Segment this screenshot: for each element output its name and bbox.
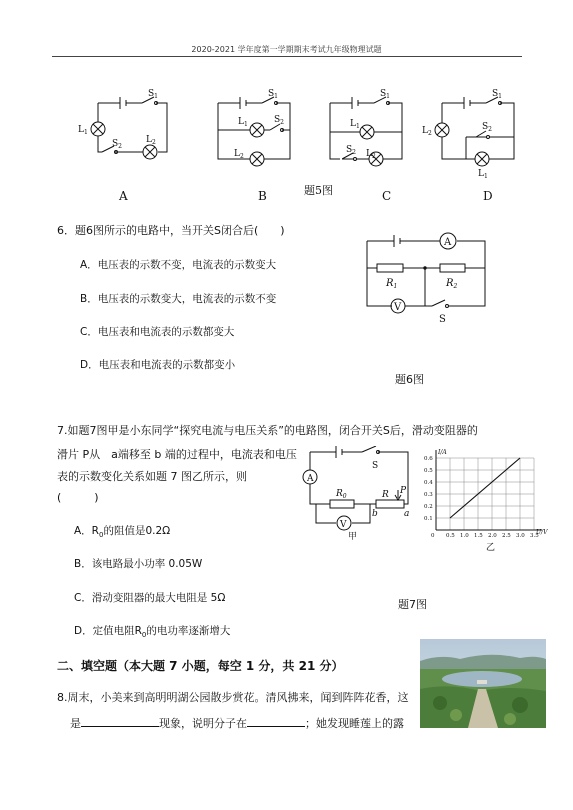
q5-caption: 题5图 [304,184,333,197]
x-tick-label: 2.5 [502,533,511,539]
svg-text:S1: $S_1$ [380,89,390,100]
y-tick-label: 0.4 [424,480,433,486]
q6-caption: 题6图 [395,373,424,386]
svg-text:L1: $L_1$ [78,125,88,136]
x-tick-label: 0.5 [446,533,455,539]
q6-option-d: D．电压表和电流表的示数都变小 [80,359,236,371]
q7-graph-yi [424,448,552,554]
q7-option-d: D．定值电阻$R_0$的电功率逐渐增大 [74,625,231,640]
svg-text:A: A [307,474,314,484]
svg-text:0: 0 [431,533,435,539]
svg-text:S1: $S_1$ [268,89,278,100]
svg-text:S: S [372,461,379,471]
q7-stem-line3: 表的示数变化关系如题 7 图乙所示，则 [57,470,247,483]
svg-text:b: b [372,509,378,519]
q7-circuit-jia [296,446,420,540]
q6-circuit [360,230,495,322]
svg-text:L2: $L_2$ [234,149,244,160]
option-label-c: C [382,189,392,203]
q7-iu-line [450,458,520,518]
section2-title: 二、填空题（本大题 7 小题，每空 1 分，共 21 分） [57,659,344,673]
svg-text:V: V [394,302,402,313]
blank-1 [81,716,159,727]
q6-option-a: A．电压表的示数不变，电流表的示数变大 [80,259,277,271]
svg-text:P: P [400,486,407,496]
q7-option-b: B．该电路最小功率 0.05W [74,558,203,570]
y-tick-label: 0.3 [424,492,433,498]
q7-option-c: C．滑动变阻器的最大电阻是 5Ω [74,592,226,604]
svg-text:S: S [439,314,446,322]
q6-option-b: B．电压表的示数变大，电流表的示数不变 [80,293,277,305]
blank-2 [247,716,305,727]
svg-text:U/V: U/V [536,529,548,536]
q8-line2: 是 现象，说明分子在 ；她发现睡莲上的露 [70,717,404,730]
svg-text:a: a [404,509,410,519]
x-tick-label: 3.0 [516,533,525,539]
option-label-d: D [483,189,493,203]
q7-option-a: A．$R_0$的阻值是0.2Ω [74,525,171,540]
svg-text:L1: $L_1$ [238,117,248,128]
svg-text:R1: $R_1$ [386,278,398,290]
y-tick-label: 0.1 [424,516,433,522]
svg-text:R2: $R_2$ [446,278,458,290]
x-tick-label: 1.5 [474,533,483,539]
q6-stem: 6．题6图所示的电路中，当开关S闭合后( ) [57,224,285,237]
svg-text:R: R [382,490,389,500]
svg-text:L2: $L_2$ [146,135,156,146]
x-tick-label: 3.5 [530,533,539,539]
svg-text:R0: $R_0$ [336,489,347,500]
q7-stem-line4: ( ) [57,491,99,504]
park-photo [420,639,546,728]
y-tick-label: 0.2 [424,504,433,510]
svg-text:乙: 乙 [486,543,496,553]
svg-text:S1: $S_1$ [492,89,502,100]
q7-caption: 题7图 [398,598,427,611]
svg-text:V: V [340,520,347,530]
option-label-b: B [258,189,267,203]
svg-text:S2: $S_2$ [274,115,284,126]
option-label-a: A [119,189,128,203]
svg-text:S1: $S_1$ [148,89,158,100]
q6-option-c: C．电压表和电流表的示数都变大 [80,326,235,338]
q7-stem-line2: 滑片 P从 a端移至 b 端的过程中，电流表和电压 [57,448,297,461]
svg-text:I/A: I/A [438,449,447,456]
svg-text:L1: $L_1$ [478,169,488,180]
circuit-d [435,97,514,166]
x-tick-label: 2.0 [488,533,497,539]
svg-text:甲: 甲 [348,532,358,540]
svg-text:S2: $S_2$ [112,139,122,150]
x-tick-label: 1.0 [460,533,469,539]
y-tick-label: 0.5 [424,468,433,474]
svg-text:L2: $L_2$ [366,149,376,160]
q5-circuit-diagrams [70,82,530,207]
svg-text:S2: $S_2$ [346,145,356,156]
svg-text:S2: $S_2$ [482,122,492,133]
svg-text:L2: $L_2$ [422,126,432,137]
q8-line1: 8.周末，小美来到高明明湖公园散步赏花。清风拂来，闻到阵阵花香，这 [57,691,409,704]
q7-stem-line1: 7.如题7图甲是小东同学“探究电流与电压关系”的电路图，闭合开关S后，滑动变阻器的 [57,424,478,437]
y-tick-label: 0.6 [424,456,433,462]
circuit-a [91,97,167,159]
svg-text:L1: $L_1$ [350,119,360,130]
svg-text:A: A [444,237,452,248]
circuit-b [218,97,290,166]
header-rule [52,56,522,57]
page-header: 2020-2021 学年度第一学期期末考试九年级物理试题 [191,45,382,54]
